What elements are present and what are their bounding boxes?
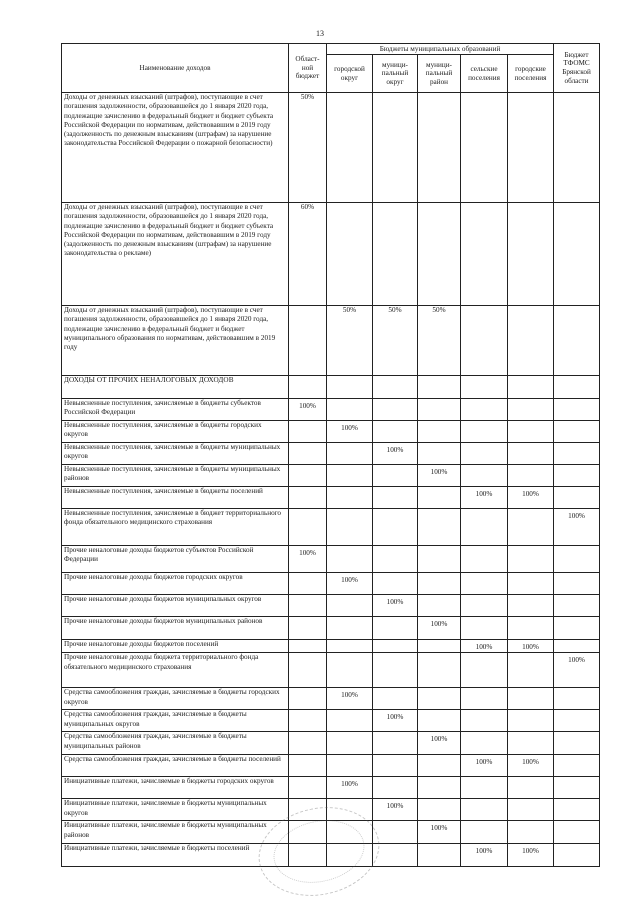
norm-mun-rayon bbox=[418, 573, 461, 595]
norm-rural bbox=[461, 93, 508, 203]
norm-rural: 100% bbox=[461, 755, 508, 777]
norm-regional bbox=[289, 487, 327, 509]
norm-mun-okrug bbox=[373, 653, 418, 688]
norm-mun-rayon bbox=[418, 777, 461, 799]
norm-mun-okrug bbox=[373, 777, 418, 799]
norm-mun-okrug bbox=[373, 546, 418, 573]
norm-tfoms: 100% bbox=[554, 653, 600, 688]
norm-rural bbox=[461, 443, 508, 465]
header-town-settlements: городские поселения bbox=[508, 55, 554, 93]
norm-urban bbox=[327, 595, 373, 617]
norm-mun-okrug bbox=[373, 487, 418, 509]
norm-urban: 50% bbox=[327, 306, 373, 376]
norm-mun-rayon bbox=[418, 487, 461, 509]
norm-regional bbox=[289, 777, 327, 799]
norm-regional bbox=[289, 653, 327, 688]
empty-cell bbox=[461, 376, 508, 399]
row-name: Невыясненные поступления, зачисляемые в бюджет территориального фонда обязательного медицинского страхования bbox=[62, 509, 289, 546]
norm-mun-okrug bbox=[373, 465, 418, 487]
norm-mun-okrug: 100% bbox=[373, 595, 418, 617]
norm-regional bbox=[289, 755, 327, 777]
row-name: Доходы от денежных взысканий (штрафов), поступающие в счет погашения задолженности, образовавшейся до 1 января 2020 года, подлежащие зачислению в федеральный бюджет и бюджет субъекта Российской Федерации по нормативам, действовавшим в 2019 году (задолженность по денежным взысканиям (штрафам) за нарушение законодательства о рекламе) bbox=[62, 203, 289, 306]
norm-town: 100% bbox=[508, 755, 554, 777]
norm-mun-okrug: 50% bbox=[373, 306, 418, 376]
norm-regional bbox=[289, 710, 327, 732]
norm-mun-okrug: 100% bbox=[373, 443, 418, 465]
norm-urban bbox=[327, 710, 373, 732]
norm-urban: 100% bbox=[327, 688, 373, 710]
norm-rural bbox=[461, 617, 508, 640]
row-name: Средства самообложения граждан, зачисляемые в бюджеты поселений bbox=[62, 755, 289, 777]
norm-mun-okrug bbox=[373, 203, 418, 306]
norm-mun-rayon bbox=[418, 93, 461, 203]
norm-regional bbox=[289, 573, 327, 595]
table-row bbox=[62, 653, 600, 688]
norm-rural: 100% bbox=[461, 487, 508, 509]
norm-tfoms bbox=[554, 710, 600, 732]
header-municipal-okrug: муници-пальный округ bbox=[373, 55, 418, 93]
norm-tfoms bbox=[554, 546, 600, 573]
row-name: Средства самообложения граждан, зачисляемые в бюджеты городских округов bbox=[62, 688, 289, 710]
norm-tfoms bbox=[554, 595, 600, 617]
norm-town bbox=[508, 595, 554, 617]
norm-mun-okrug bbox=[373, 93, 418, 203]
header-tfoms-budget: Бюджет ТФОМС Брянской области bbox=[554, 44, 600, 93]
norm-regional bbox=[289, 799, 327, 821]
table-row bbox=[62, 509, 600, 546]
norm-rural bbox=[461, 573, 508, 595]
norm-rural bbox=[461, 732, 508, 755]
row-name: Инициативные платежи, зачисляемые в бюджеты муниципальных районов bbox=[62, 821, 289, 844]
norm-urban bbox=[327, 732, 373, 755]
norm-rural bbox=[461, 421, 508, 443]
norm-town bbox=[508, 573, 554, 595]
norm-tfoms bbox=[554, 732, 600, 755]
norm-rural bbox=[461, 465, 508, 487]
header-municipal-budgets: Бюджеты муниципальных образований bbox=[327, 44, 554, 55]
norm-town bbox=[508, 93, 554, 203]
header-regional-budget: Област-ной бюджет bbox=[289, 44, 327, 93]
table-row bbox=[62, 546, 600, 573]
norm-urban bbox=[327, 844, 373, 867]
row-name: Невыясненные поступления, зачисляемые в бюджеты муниципальных округов bbox=[62, 443, 289, 465]
norm-rural: 100% bbox=[461, 640, 508, 653]
norm-tfoms: 100% bbox=[554, 509, 600, 546]
table-row bbox=[62, 487, 600, 509]
row-name: Средства самообложения граждан, зачисляемые в бюджеты муниципальных районов bbox=[62, 732, 289, 755]
norm-mun-rayon bbox=[418, 509, 461, 546]
norm-mun-rayon: 100% bbox=[418, 465, 461, 487]
norm-rural bbox=[461, 821, 508, 844]
norm-town bbox=[508, 732, 554, 755]
norm-town bbox=[508, 509, 554, 546]
table-row bbox=[62, 595, 600, 617]
table-row bbox=[62, 755, 600, 777]
empty-cell bbox=[373, 376, 418, 399]
norm-tfoms bbox=[554, 844, 600, 867]
norm-urban bbox=[327, 617, 373, 640]
header-urban-okrug: городской округ bbox=[327, 55, 373, 93]
norm-town bbox=[508, 399, 554, 421]
norm-mun-okrug bbox=[373, 821, 418, 844]
norm-mun-rayon bbox=[418, 844, 461, 867]
norm-town: 100% bbox=[508, 487, 554, 509]
table-row bbox=[62, 93, 600, 203]
norm-town bbox=[508, 777, 554, 799]
norm-regional bbox=[289, 640, 327, 653]
norm-town bbox=[508, 653, 554, 688]
table-row bbox=[62, 821, 600, 844]
norm-regional bbox=[289, 821, 327, 844]
norm-town bbox=[508, 306, 554, 376]
table-row bbox=[62, 799, 600, 821]
norm-town bbox=[508, 203, 554, 306]
norm-rural bbox=[461, 777, 508, 799]
table-row bbox=[62, 465, 600, 487]
norm-town bbox=[508, 421, 554, 443]
norm-tfoms bbox=[554, 399, 600, 421]
norm-regional bbox=[289, 595, 327, 617]
row-name: Прочие неналоговые доходы бюджетов городских округов bbox=[62, 573, 289, 595]
norm-rural bbox=[461, 509, 508, 546]
page-number: 13 bbox=[316, 29, 324, 38]
table-row bbox=[62, 777, 600, 799]
norm-mun-rayon bbox=[418, 546, 461, 573]
norm-mun-rayon: 100% bbox=[418, 732, 461, 755]
norm-rural bbox=[461, 546, 508, 573]
norm-mun-rayon bbox=[418, 688, 461, 710]
table-row bbox=[62, 688, 600, 710]
table-body bbox=[62, 93, 600, 867]
row-name: Невыясненные поступления, зачисляемые в бюджеты поселений bbox=[62, 487, 289, 509]
norm-mun-okrug bbox=[373, 421, 418, 443]
row-name: Прочие неналоговые доходы бюджетов муниципальных округов bbox=[62, 595, 289, 617]
norm-rural bbox=[461, 595, 508, 617]
norm-town bbox=[508, 821, 554, 844]
row-name: Прочие неналоговые доходы бюджетов субъектов Российской Федерации bbox=[62, 546, 289, 573]
norm-mun-rayon: 100% bbox=[418, 617, 461, 640]
header-rural-settlements: сельские поселения bbox=[461, 55, 508, 93]
table-row bbox=[62, 399, 600, 421]
norm-rural bbox=[461, 688, 508, 710]
norm-town bbox=[508, 710, 554, 732]
header-name: Наименование доходов bbox=[62, 44, 289, 93]
norm-tfoms bbox=[554, 640, 600, 653]
norm-rural: 100% bbox=[461, 844, 508, 867]
norm-mun-rayon: 100% bbox=[418, 821, 461, 844]
norm-regional bbox=[289, 617, 327, 640]
row-name: Невыясненные поступления, зачисляемые в бюджеты муниципальных районов bbox=[62, 465, 289, 487]
row-name: Средства самообложения граждан, зачисляемые в бюджеты муниципальных округов bbox=[62, 710, 289, 732]
empty-cell bbox=[554, 376, 600, 399]
norm-urban bbox=[327, 399, 373, 421]
norm-rural bbox=[461, 203, 508, 306]
empty-cell bbox=[418, 376, 461, 399]
norm-urban bbox=[327, 443, 373, 465]
norm-rural bbox=[461, 653, 508, 688]
norm-mun-rayon bbox=[418, 443, 461, 465]
table-row bbox=[62, 844, 600, 867]
norm-mun-rayon bbox=[418, 203, 461, 306]
norm-mun-rayon bbox=[418, 653, 461, 688]
norm-mun-okrug bbox=[373, 399, 418, 421]
norm-rural bbox=[461, 399, 508, 421]
norm-mun-okrug bbox=[373, 732, 418, 755]
norm-urban bbox=[327, 799, 373, 821]
norm-regional: 100% bbox=[289, 399, 327, 421]
empty-cell bbox=[289, 376, 327, 399]
norm-town: 100% bbox=[508, 844, 554, 867]
header-municipal-rayon: муници-пальный район bbox=[418, 55, 461, 93]
norm-tfoms bbox=[554, 821, 600, 844]
norm-mun-okrug bbox=[373, 755, 418, 777]
norm-regional bbox=[289, 421, 327, 443]
norm-town bbox=[508, 465, 554, 487]
norm-rural bbox=[461, 710, 508, 732]
norm-mun-rayon bbox=[418, 755, 461, 777]
norm-tfoms bbox=[554, 443, 600, 465]
norm-regional: 100% bbox=[289, 546, 327, 573]
norm-town bbox=[508, 688, 554, 710]
table-row bbox=[62, 640, 600, 653]
row-name: Прочие неналоговые доходы бюджетов поселений bbox=[62, 640, 289, 653]
norm-regional bbox=[289, 688, 327, 710]
norm-mun-rayon: 50% bbox=[418, 306, 461, 376]
norm-mun-rayon bbox=[418, 799, 461, 821]
norm-tfoms bbox=[554, 617, 600, 640]
row-name: Инициативные платежи, зачисляемые в бюджеты поселений bbox=[62, 844, 289, 867]
table-row bbox=[62, 443, 600, 465]
norm-urban: 100% bbox=[327, 573, 373, 595]
table-row bbox=[62, 710, 600, 732]
norm-regional bbox=[289, 509, 327, 546]
norm-urban bbox=[327, 509, 373, 546]
revenue-distribution-table bbox=[61, 43, 600, 867]
norm-urban bbox=[327, 546, 373, 573]
norm-regional: 50% bbox=[289, 93, 327, 203]
norm-mun-okrug: 100% bbox=[373, 710, 418, 732]
norm-mun-rayon bbox=[418, 595, 461, 617]
row-name: Инициативные платежи, зачисляемые в бюджеты городских округов bbox=[62, 777, 289, 799]
norm-urban bbox=[327, 640, 373, 653]
norm-mun-rayon bbox=[418, 710, 461, 732]
norm-tfoms bbox=[554, 777, 600, 799]
norm-tfoms bbox=[554, 465, 600, 487]
norm-mun-rayon bbox=[418, 399, 461, 421]
norm-mun-rayon bbox=[418, 640, 461, 653]
norm-urban bbox=[327, 93, 373, 203]
norm-town bbox=[508, 443, 554, 465]
row-name: Прочие неналоговые доходы бюджетов муниципальных районов bbox=[62, 617, 289, 640]
row-name: Прочие неналоговые доходы бюджета территориального фонда обязательного медицинского страхования bbox=[62, 653, 289, 688]
norm-mun-okrug: 100% bbox=[373, 799, 418, 821]
norm-tfoms bbox=[554, 573, 600, 595]
norm-tfoms bbox=[554, 688, 600, 710]
table-row bbox=[62, 203, 600, 306]
norm-tfoms bbox=[554, 306, 600, 376]
norm-regional bbox=[289, 306, 327, 376]
table-row bbox=[62, 573, 600, 595]
norm-urban: 100% bbox=[327, 421, 373, 443]
empty-cell bbox=[508, 376, 554, 399]
norm-town bbox=[508, 546, 554, 573]
norm-regional bbox=[289, 443, 327, 465]
row-name: Доходы от денежных взысканий (штрафов), поступающие в счет погашения задолженности, образовавшейся до 1 января 2020 года, подлежащие зачислению в федеральный бюджет и бюджет субъекта Российской Федерации по нормативам, действовавшим в 2019 году (задолженность по денежным взысканиям (штрафам) за нарушение законодательства Российской Федерации о пожарной безопасности) bbox=[62, 93, 289, 203]
table-row bbox=[62, 421, 600, 443]
norm-urban bbox=[327, 821, 373, 844]
norm-tfoms bbox=[554, 93, 600, 203]
norm-urban bbox=[327, 203, 373, 306]
norm-tfoms bbox=[554, 421, 600, 443]
norm-regional bbox=[289, 465, 327, 487]
norm-regional bbox=[289, 844, 327, 867]
norm-mun-rayon bbox=[418, 421, 461, 443]
row-name: Невыясненные поступления, зачисляемые в бюджеты субъектов Российской Федерации bbox=[62, 399, 289, 421]
section-row bbox=[62, 376, 600, 399]
row-name: Доходы от денежных взысканий (штрафов), поступающие в счет погашения задолженности, образовавшейся до 1 января 2020 года, подлежащие зачислению в федеральный бюджет и бюджет муниципального образования по нормативам, действовавшим в 2019 году bbox=[62, 306, 289, 376]
norm-urban bbox=[327, 755, 373, 777]
norm-urban bbox=[327, 653, 373, 688]
table-row bbox=[62, 306, 600, 376]
row-name: Инициативные платежи, зачисляемые в бюджеты муниципальных округов bbox=[62, 799, 289, 821]
norm-mun-okrug bbox=[373, 640, 418, 653]
norm-urban: 100% bbox=[327, 777, 373, 799]
norm-tfoms bbox=[554, 487, 600, 509]
norm-tfoms bbox=[554, 799, 600, 821]
norm-urban bbox=[327, 487, 373, 509]
norm-mun-okrug bbox=[373, 509, 418, 546]
row-name: Невыясненные поступления, зачисляемые в бюджеты городских округов bbox=[62, 421, 289, 443]
table-row bbox=[62, 617, 600, 640]
empty-cell bbox=[327, 376, 373, 399]
norm-mun-okrug bbox=[373, 688, 418, 710]
norm-rural bbox=[461, 306, 508, 376]
norm-regional bbox=[289, 732, 327, 755]
norm-town bbox=[508, 617, 554, 640]
norm-tfoms bbox=[554, 203, 600, 306]
norm-regional: 60% bbox=[289, 203, 327, 306]
table-row bbox=[62, 732, 600, 755]
norm-town bbox=[508, 799, 554, 821]
norm-urban bbox=[327, 465, 373, 487]
norm-mun-okrug bbox=[373, 617, 418, 640]
norm-tfoms bbox=[554, 755, 600, 777]
norm-rural bbox=[461, 799, 508, 821]
norm-mun-okrug bbox=[373, 573, 418, 595]
norm-mun-okrug bbox=[373, 844, 418, 867]
norm-town: 100% bbox=[508, 640, 554, 653]
section-title: ДОХОДЫ ОТ ПРОЧИХ НЕНАЛОГОВЫХ ДОХОДОВ bbox=[62, 376, 289, 399]
